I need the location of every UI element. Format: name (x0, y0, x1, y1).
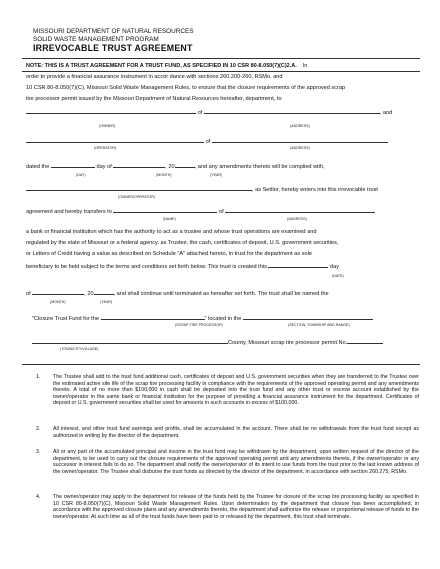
note-text: NOTE: THIS IS A TRUST AGREEMENT FOR A TRUST FUND, AS SPECIFIED IN 10 CSR 80-8.050(7)(C)2.A. (26, 63, 297, 69)
agreement-text: agreement and hereby transfers to (26, 209, 112, 215)
top-rule (22, 58, 420, 59)
day-word: day (330, 264, 340, 270)
trustee-of-label: of (218, 209, 224, 215)
day-of-label: day of (96, 164, 112, 170)
month-field-2[interactable] (32, 289, 84, 295)
settlor-field[interactable] (26, 185, 252, 191)
term-row (26, 289, 329, 298)
term-of-label: of (26, 291, 31, 297)
located-text: " located in the (204, 316, 242, 322)
processor-field[interactable] (101, 314, 205, 320)
caption-town: (TOWN/CITY/VILLAGE) (60, 347, 99, 351)
paragraph-line-1: a bank or financial institution which has the authority to act as a trustee and whose trust operations are examined and (26, 229, 317, 235)
paragraph-line-4 (26, 262, 339, 271)
note-line (26, 63, 307, 69)
caption-name: (NAME) (163, 217, 176, 221)
caption-section: (SECTION, TOWNSHIP AND RANGE) (288, 323, 350, 327)
caption-processor: (SCRAP TIRE PROCESSOR) (175, 323, 223, 327)
county-text: County, Missouri scrap tire processor permit No. (228, 340, 348, 346)
program-name: SOLID WASTE MANAGEMENT PROGRAM (33, 35, 159, 43)
settlor-text: , as Settlor, hereby enters into this irrevocable trust (252, 187, 378, 193)
amendments-text: , and any amendments thereto will be complied with, (194, 164, 325, 170)
permit-number-field[interactable] (347, 338, 383, 344)
created-date-field[interactable] (268, 262, 328, 268)
section-field[interactable] (243, 314, 373, 320)
month-field[interactable] (113, 162, 165, 168)
caption-month-1: (MONTH) (156, 173, 172, 177)
caption-owner: (OWNER) (99, 124, 116, 128)
caption-address-3: (ADDRESS) (287, 217, 307, 221)
intro-line-1: order to provide a financial assurance instrument in accor dance with sections 260.200-260, RSMo. and (26, 74, 283, 80)
paragraph-line-3: or Letters of Credit having a value as described on Schedule "A" attached hereto, in trust for the department as sole (26, 251, 312, 257)
note-rule (22, 71, 420, 72)
owner-field[interactable] (26, 108, 196, 114)
owner-row (26, 108, 392, 117)
closure-fund-text: "Closure Trust Fund for the (32, 316, 99, 322)
day-field[interactable] (51, 162, 95, 168)
trustee-address-field[interactable] (225, 207, 375, 213)
settlor-row (26, 185, 378, 194)
continue-text: , and shall continue until terminated as hereafter set forth. The trust shall be named the (113, 291, 329, 297)
trustee-row (26, 207, 375, 216)
clause-number: 2. (36, 426, 41, 432)
year-field-2[interactable] (94, 289, 114, 295)
intro-line-3: tire processor permit issued by the Missouri Department of Natural Resources hereafter, department, to (26, 96, 282, 102)
dated-row (26, 162, 325, 171)
intro-line-2: 10 CSR 80-8.050(7)(C), Missouri Solid Waste Management Rules, to ensure that the closure requirements of the approved scrap (26, 85, 346, 91)
clause-text: All interest, and other trust fund earnings and profits, shall be accumulated in the account. There shall be no withdrawals from the trust fund except as authorized in writing by the director of the department. (53, 426, 419, 439)
caption-owner-operator: (OWNER/OPERATOR) (118, 195, 156, 199)
caption-year-2: (YEAR) (100, 300, 113, 304)
town-field[interactable] (32, 338, 228, 344)
trustee-name-field[interactable] (113, 207, 217, 213)
caption-year-1: (YEAR) (210, 173, 223, 177)
form-title: IRREVOCABLE TRUST AGREEMENT (33, 43, 193, 53)
caption-operator: (OPERATOR) (94, 146, 117, 150)
clause-number: 4. (36, 494, 41, 500)
caption-day-1: (DAY) (76, 173, 86, 177)
operator-of-label: of (205, 139, 211, 145)
caption-address-1: (ADDRESS) (290, 124, 310, 128)
form-header (33, 28, 194, 53)
paragraph-line-2: regulated by the state of Missouri or a federal agency, as Trustee, the cash, certificates of deposit, U.S. government securities, (26, 240, 339, 246)
year-prefix-1: , 20 (165, 164, 175, 170)
year-field-1[interactable] (175, 162, 195, 168)
note-tail: In (302, 63, 308, 69)
created-text: beneficiary to be held subject to the terms and conditions set forth below. This trust is created this (26, 264, 267, 270)
operator-field[interactable] (26, 137, 204, 143)
caption-month-2: (MONTH) (50, 300, 66, 304)
and-label: , and (379, 110, 393, 116)
section-rule (22, 364, 420, 365)
operator-address-field[interactable] (212, 137, 388, 143)
caption-date: (DATE) (332, 274, 344, 278)
clause-text: The Trustee shall add to the trust fund additional cash, certificates of deposit and U.S. government securities when they are transferred to the Trustee over the estimated active site life of the scrap tire processing facility in compliance with the requirements of the approved operating permit and any amendments thereto. A total of no more than $100,000 in cash shall be deposited into the trust fund and any other trust or escrow account established by the owner/operator in the same bank or financial institution for the purpose of providing a financial assurance instrument for the department. Certificates of deposit or U.S. government securities shall be used for amounts in such accounts in excess of $100,000. (53, 374, 419, 406)
clause-number: 1. (36, 374, 41, 380)
clause-text: The owner/operator may apply to the department for release of the funds held by the Trustee for closure of the scrap tire processing facility as specified in 10 CSR 80-8.050(7)(C), Missouri Solid Waste Management Rules. Upon determination by the department that closure has been accomplished, in accordance with the approved closure plans and any amendments thereto, the department shall authorize the release or proportional release of funds to the owner/operator. At such time as all of the trust funds have been paid to or released by the department, this trust shall terminate. (53, 494, 419, 520)
owner-address-field[interactable] (204, 108, 380, 114)
fund-name-row (32, 314, 373, 323)
dated-the-label: dated the (26, 164, 50, 170)
year-prefix-2: , 20 (84, 291, 94, 297)
caption-address-2: (ADDRESS) (290, 146, 310, 150)
operator-row (26, 137, 388, 146)
clause-text: All or any part of the accumulated principal and income in the trust fund may be withdrawn by the department, upon written request of the director of the department, to be used to carry out the closure requirements of the approved operating permit and any amendments thereto, if the owner/operator or any successor in interest fails to do so. The department shall notify the owner/operator of its intent to use funds from the trust prior to the last known address of the owner/operator. The Trustee shall disburse the trust funds as directed by the director of the department, in accordance with section 260.275, RSMo. (53, 449, 419, 475)
clause-number: 3. (36, 449, 41, 455)
owner-of-label: of (197, 110, 203, 116)
county-row (32, 338, 383, 347)
agency-name: MISSOURI DEPARTMENT OF NATURAL RESOURCES (33, 28, 194, 35)
